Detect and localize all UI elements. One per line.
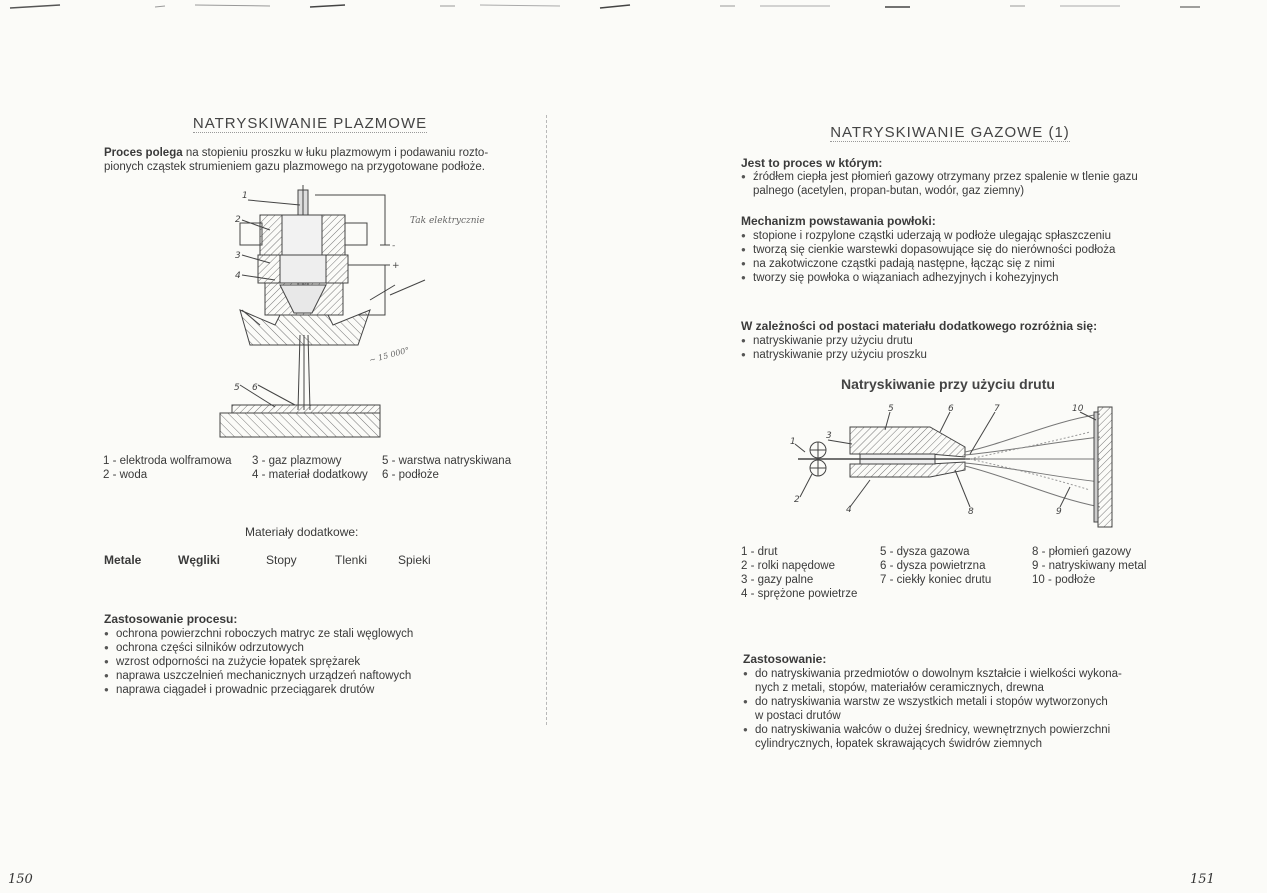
list-item: ● do natryskiwania wałców o dużej średnicy, wewnętrznych powierzchni cylindrycznych, łopatek skrawających świdrów ziemnych: [743, 723, 1173, 751]
legend-item: 1 - drut: [741, 546, 778, 558]
left-intro: [104, 147, 544, 174]
legend-item: 5 - warstwa natryskiwana: [382, 455, 512, 467]
section3-title: W zależności od postaci materiału dodatkowego rozróżnia się:: [741, 319, 1098, 333]
gun-label-5: 5: [888, 404, 894, 414]
torch-label-2: 2: [235, 215, 241, 225]
legend-item: 6 - dysza powietrzna: [880, 560, 986, 572]
torch-label-6: 6: [252, 383, 258, 393]
handwritten-note-1: Tak elektrycznie: [410, 216, 485, 226]
legend-item: 4 - sprężone powietrze: [741, 588, 858, 600]
intro-bold: Proces polega: [104, 147, 183, 159]
torch-minus: -: [392, 241, 396, 251]
left-page-number: 150: [8, 872, 33, 887]
left-application-list: [104, 627, 544, 697]
material-item: Stopy: [266, 553, 297, 567]
legend-item: 3 - gaz plazmowy: [252, 455, 342, 467]
material-item: Spieki: [398, 553, 431, 567]
legend-item: 3 - gazy palne: [741, 574, 814, 586]
section1-list: [741, 170, 1171, 198]
material-item: Metale: [104, 553, 142, 567]
legend-item: 5 - dysza gazowa: [880, 546, 970, 558]
legend-item: 7 - ciekły koniec drutu: [880, 574, 992, 586]
gun-label-7: 7: [994, 404, 1000, 414]
right-application-list: [743, 667, 1173, 751]
gun-label-1: 1: [790, 437, 796, 447]
right-page-title: NATRYSKIWANIE GAZOWE (1): [830, 124, 1070, 141]
legend-item: 9 - natryskiwany metal: [1032, 560, 1147, 572]
section3-list: [741, 334, 1171, 362]
legend-item: 10 - podłoże: [1032, 574, 1096, 586]
gun-label-4: 4: [846, 505, 852, 515]
list-item: ● na zakotwiczone cząstki padają następne, łącząc się z nimi: [741, 257, 1171, 271]
legend-item: 8 - płomień gazowy: [1032, 546, 1132, 558]
material-item: Tlenki: [335, 553, 368, 567]
gun-label-8: 8: [968, 507, 974, 517]
legend-item: 2 - rolki napędowe: [741, 560, 835, 572]
materials-title: Materiały dodatkowe:: [245, 525, 359, 539]
legend-item: 1 - elektroda wolframowa: [103, 455, 232, 467]
left-page-margin-line: [546, 115, 548, 725]
section2-list: [741, 229, 1171, 285]
section2-title: Mechanizm powstawania powłoki:: [741, 214, 936, 228]
gun-label-2: 2: [794, 495, 800, 505]
legend-item: 6 - podłoże: [382, 469, 439, 481]
right-legend-col2: [880, 545, 991, 587]
legend-item: 2 - woda: [103, 469, 148, 481]
gun-label-10: 10: [1072, 404, 1084, 414]
left-application-title: Zastosowanie procesu:: [104, 612, 238, 626]
list-item: ● ochrona powierzchni roboczych matryc ze stali węglowych: [104, 627, 544, 641]
intro-line-2: pionych cząstek strumieniem gazu plazmowego na przygotowane podłoże.: [104, 160, 485, 173]
right-legend-col1: [741, 545, 857, 601]
list-item: ● tworzy się powłoka o wiązaniach adhezyjnych i kohezyjnych: [741, 271, 1171, 285]
plasma-torch-diagram: [220, 185, 540, 445]
right-legend-col3: [1032, 545, 1146, 587]
list-item: ● stopione i rozpylone cząstki uderzają w podłoże ulegając spłaszczeniu: [741, 229, 1171, 243]
list-item: ● tworzą się cienkie warstewki dopasowujące się do nierówności podłoża: [741, 243, 1171, 257]
gun-label-6: 6: [948, 404, 954, 414]
legend-item: 4 - materiał dodatkowy: [252, 469, 368, 481]
torch-label-4: 4: [235, 271, 241, 281]
right-page-number: 151: [1190, 872, 1215, 887]
wire-spray-subtitle: Natryskiwanie przy użyciu drutu: [841, 376, 1055, 392]
list-item: ● źródłem ciepła jest płomień gazowy otrzymany przez spalenie w tlenie gazu palnego (acetylen, propan-butan, wodór, gaz ziemny): [741, 170, 1171, 198]
handwritten-note-2: ~ 15 000°: [368, 345, 411, 365]
left-legend-col2: [252, 454, 368, 482]
torch-label-5: 5: [234, 383, 240, 393]
list-item: ● naprawa ciągadeł i prowadnic przeciągarek drutów: [104, 683, 544, 697]
list-item: ● do natryskiwania warstw ze wszystkich metali i stopów wytworzonych w postaci drutów: [743, 695, 1173, 723]
list-item: ● wzrost odporności na zużycie łopatek sprężarek: [104, 655, 544, 669]
list-item: ● naprawa uszczelnień mechanicznych urządzeń naftowych: [104, 669, 544, 683]
list-item: ● do natryskiwania przedmiotów o dowolnym kształcie i wielkości wykona- nych z metali, stopów, materiałów ceramicznych, drewna: [743, 667, 1173, 695]
torch-label-3: 3: [235, 251, 241, 261]
gun-label-3: 3: [826, 431, 832, 441]
right-application-title: Zastosowanie:: [743, 652, 827, 666]
list-item: ● ochrona części silników odrzutowych: [104, 641, 544, 655]
wire-spray-diagram: [790, 402, 1120, 532]
material-item: Węgliki: [178, 553, 221, 567]
list-item: ● natryskiwanie przy użyciu proszku: [741, 348, 1171, 362]
left-page-title: NATRYSKIWANIE PLAZMOWE: [192, 115, 428, 132]
list-item: ● natryskiwanie przy użyciu drutu: [741, 334, 1171, 348]
torch-label-1: 1: [242, 191, 248, 201]
left-legend-col3: [382, 454, 511, 482]
gun-label-9: 9: [1056, 507, 1062, 517]
intro-rest: na stopieniu proszku w łuku plazmowym i podawaniu rozto-: [182, 147, 489, 159]
torch-plus: +: [392, 261, 400, 271]
section1-title: Jest to proces w którym:: [741, 156, 883, 170]
left-legend-col1: [103, 454, 231, 482]
scan-edge-marks: [0, 0, 1267, 14]
